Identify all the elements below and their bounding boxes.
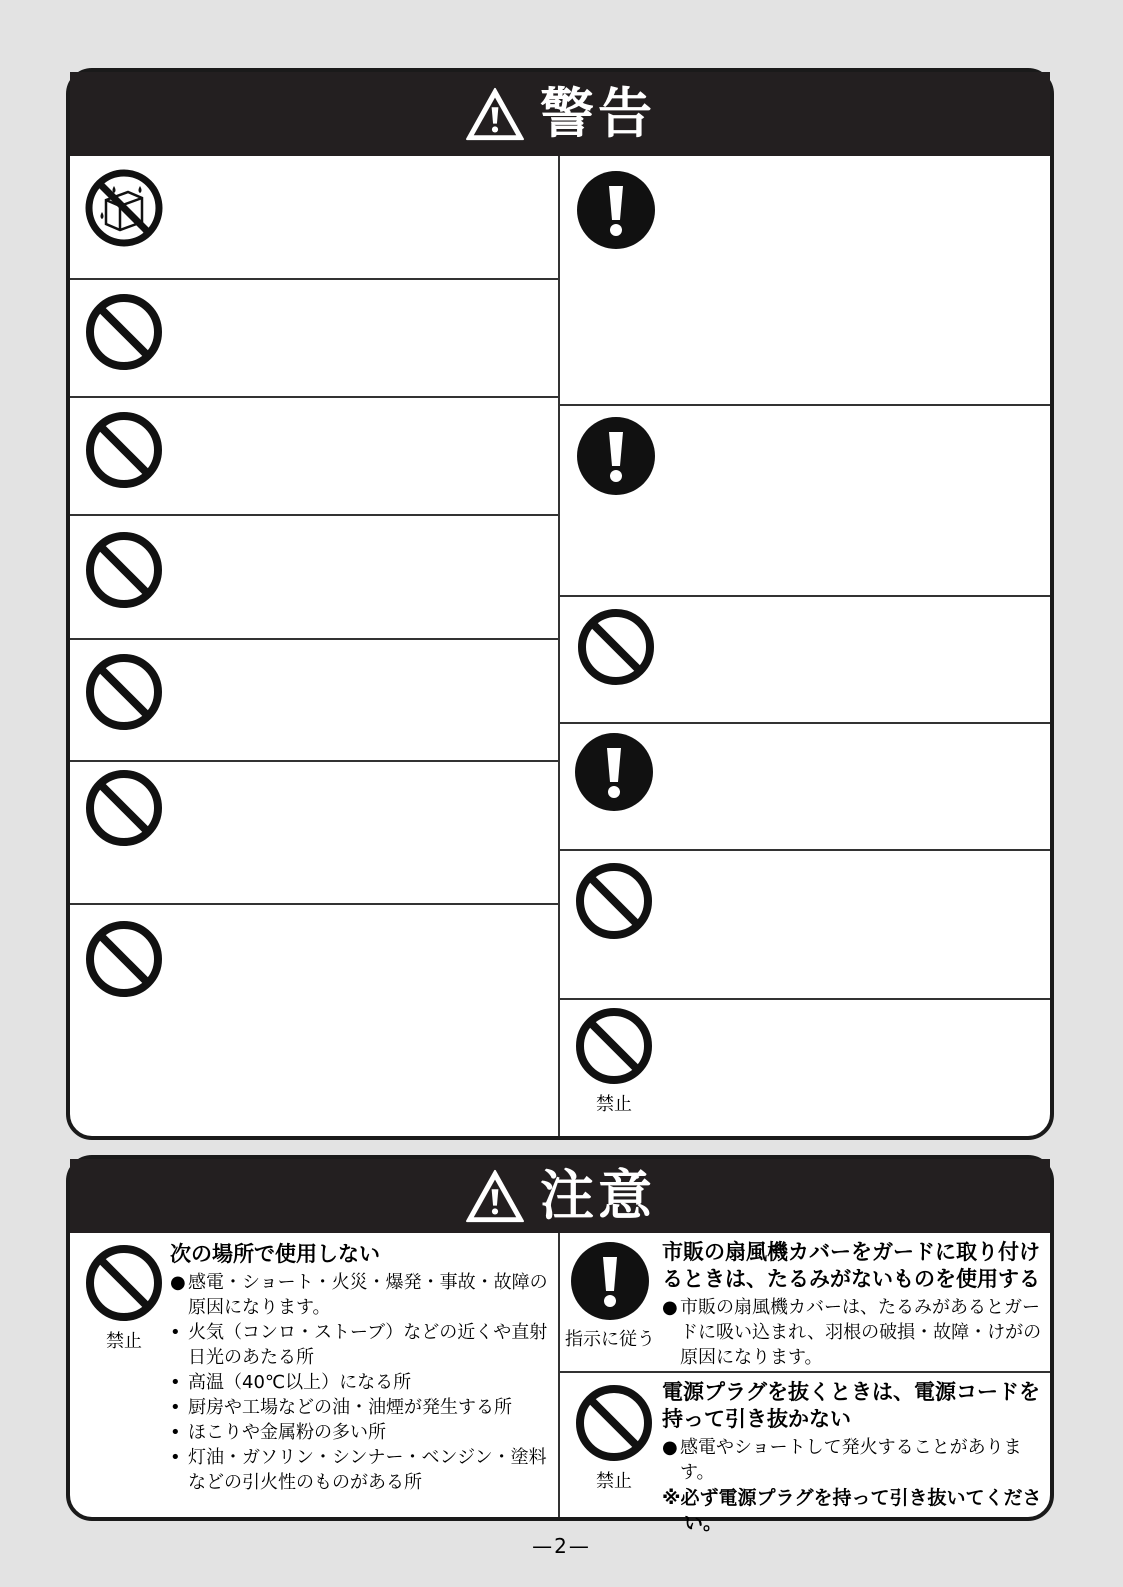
caution-heading: 次の場所で使用しない — [170, 1242, 380, 1266]
list-item: ● 感電やショートして発火することがあります。 — [662, 1437, 1022, 1483]
prohibition-icon — [574, 861, 654, 941]
warning-item — [560, 406, 1050, 597]
caution-list — [662, 1435, 1042, 1485]
mandatory-action-icon — [576, 170, 656, 250]
list-item: • ほこりや金属粉の多い所 — [170, 1422, 386, 1443]
prohibition-icon — [84, 530, 164, 610]
warning-left-column — [70, 156, 560, 1136]
warning-item — [70, 905, 558, 1136]
list-item: ● 感電・ショート・火災・爆発・事故・故障の原因になります。 — [170, 1272, 548, 1318]
mandatory-action-icon — [570, 1241, 650, 1321]
prohibited-label: 禁止 — [596, 1471, 632, 1492]
list-item: • 灯油・ガソリン・シンナー・ベンジン・塗料などの引火性のものがある所 — [170, 1447, 547, 1493]
warning-item — [70, 280, 558, 398]
warning-item — [70, 640, 558, 762]
warning-item — [70, 516, 558, 640]
caution-item — [560, 1233, 1050, 1373]
caution-heading: 市販の扇風機カバーをガードに取り付けるときは、たるみがないものを使用する — [662, 1240, 1040, 1291]
list-item: • 火気（コンロ・ストーブ）などの近くや直射日光のあたる所 — [170, 1322, 548, 1368]
page-number: —2— — [532, 1534, 591, 1558]
warning-item — [560, 156, 1050, 406]
prohibition-icon — [84, 292, 164, 372]
warning-item — [70, 762, 558, 905]
prohibition-icon — [574, 1006, 654, 1086]
caution-item — [560, 1373, 1050, 1534]
caution-right-column — [560, 1233, 1050, 1534]
warning-panel — [66, 68, 1054, 1140]
mandatory-action-icon — [576, 416, 656, 496]
caution-triangle-icon — [464, 1168, 526, 1224]
caution-item-body — [662, 1239, 1042, 1370]
list-item: • 高温（40℃以上）になる所 — [170, 1372, 412, 1393]
warning-item — [560, 724, 1050, 851]
prohibition-icon — [84, 410, 164, 490]
caution-title: 注意 — [540, 1164, 656, 1227]
warning-item — [560, 851, 1050, 1000]
warning-item — [70, 398, 558, 516]
caution-panel — [66, 1155, 1054, 1534]
warning-item — [560, 597, 1050, 724]
warning-right-column — [560, 156, 1050, 1136]
caution-header — [70, 1159, 1050, 1233]
prohibition-icon — [574, 1383, 654, 1463]
mandatory-action-icon — [574, 732, 654, 812]
warning-title: 警告 — [540, 82, 656, 145]
follow-instructions-label: 指示に従う — [565, 1329, 655, 1350]
prohibition-icon — [84, 652, 164, 732]
prohibition-icon — [84, 919, 164, 999]
prohibition-icon — [576, 607, 656, 687]
caution-heading: 電源プラグを抜くときは、電源コードを持って引き抜かない — [662, 1380, 1040, 1431]
warning-header — [70, 72, 1050, 156]
prohibited-label: 禁止 — [106, 1331, 142, 1352]
caution-item-body — [170, 1241, 555, 1495]
caution-list — [662, 1295, 1042, 1370]
caution-note: ※必ず電源プラグを持って引き抜いてください。 — [662, 1487, 1042, 1534]
list-item: ● 市販の扇風機カバーは、たるみがあるとガードに吸い込まれ、羽根の破損・故障・けがの原因になります。 — [662, 1297, 1042, 1368]
no-water-icon — [84, 168, 164, 248]
warning-item — [70, 156, 558, 280]
caution-item — [70, 1233, 558, 1517]
caution-left-column — [70, 1233, 560, 1517]
caution-item-body — [662, 1379, 1042, 1536]
caution-list — [170, 1270, 555, 1495]
prohibition-icon — [84, 768, 164, 848]
list-item: • 厨房や工場などの油・油煙が発生する所 — [170, 1397, 512, 1418]
warning-triangle-icon — [464, 86, 526, 142]
prohibition-icon — [84, 1243, 164, 1323]
warning-item — [560, 1000, 1050, 1136]
prohibited-label: 禁止 — [596, 1094, 632, 1115]
